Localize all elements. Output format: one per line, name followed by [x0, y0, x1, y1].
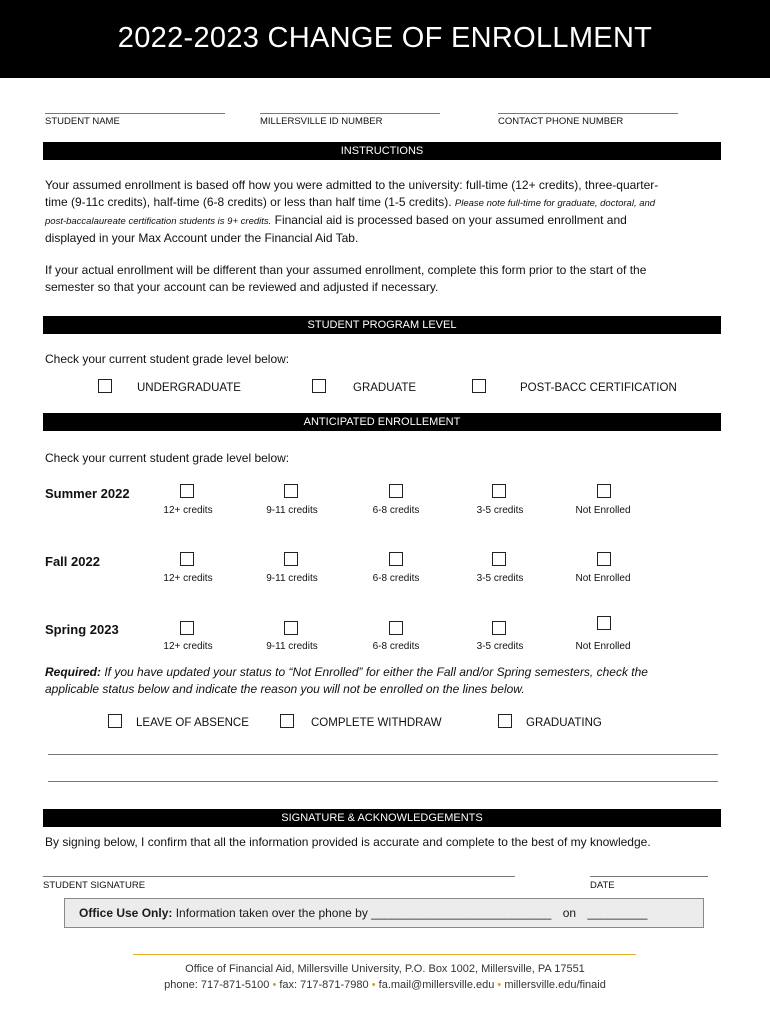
fall-9-11-checkbox[interactable] — [284, 552, 298, 566]
undergraduate-checkbox[interactable] — [98, 379, 112, 393]
student-name-line[interactable] — [45, 113, 225, 114]
footer-address: Office of Financial Aid, Millersville University, P.O. Box 1002, Millersville, PA 17551 — [185, 963, 585, 975]
anticipated-prompt: Check your current student grade level below: — [45, 451, 290, 465]
instructions-paragraph-1 — [45, 177, 725, 247]
graduate-label: GRADUATE — [353, 382, 417, 394]
student-signature-line[interactable] — [43, 876, 515, 877]
signature-statement: By signing below, I confirm that all the information provided is accurate and complete to the best of my knowledge. — [45, 835, 651, 849]
instructions-line-5: If your actual enrollment will be different than your assumed enrollment, complete this form prior to the start of the — [45, 263, 647, 277]
fall-credit-label: 6-8 credits — [372, 573, 420, 584]
summer-3-5-checkbox[interactable] — [492, 484, 506, 498]
spring-credit-label: 12+ credits — [163, 641, 213, 652]
bullet-icon: • — [371, 979, 376, 991]
office-use-date-blank[interactable]: _________ — [587, 906, 648, 920]
footer-phone: phone: 717-871-5100 — [164, 979, 270, 991]
post-bacc-checkbox[interactable] — [472, 379, 486, 393]
footer-fax: fax: 717-871-7980 — [279, 979, 369, 991]
graduate-checkbox[interactable] — [312, 379, 326, 393]
spring-3-5-checkbox[interactable] — [492, 621, 506, 635]
spring-credit-label: Not Enrolled — [575, 641, 631, 652]
spring-credit-label: 6-8 credits — [372, 641, 420, 652]
footer-web[interactable]: millersville.edu/finaid — [504, 979, 606, 991]
post-bacc-label: POST-BACC CERTIFICATION — [520, 382, 677, 394]
term-summer-2022: Summer 2022 — [45, 486, 130, 501]
complete-withdraw-label: COMPLETE WITHDRAW — [311, 717, 442, 729]
instructions-line-3 — [45, 212, 725, 230]
spring-not-enrolled-checkbox[interactable] — [597, 616, 611, 630]
footer-divider — [133, 954, 636, 955]
summer-credit-label: Not Enrolled — [575, 505, 631, 516]
instructions-line-1: Your assumed enrollment is based off how you were admitted to the university: full-time (12+ credits), three-quarter- — [45, 178, 659, 192]
reason-line-1[interactable] — [48, 754, 718, 755]
id-number-label: MILLERSVILLE ID NUMBER — [260, 116, 383, 127]
phone-label: CONTACT PHONE NUMBER — [498, 116, 624, 127]
student-name-label: STUDENT NAME — [45, 116, 120, 127]
instructions-line-6: semester so that your account can be reviewed and adjusted if necessary. — [45, 280, 439, 294]
instructions-note-2: post-baccalaureate certification students is 9+ credits. — [45, 216, 272, 227]
required-line-1 — [45, 664, 735, 681]
instructions-paragraph-2 — [45, 262, 725, 296]
instructions-line-2 — [45, 194, 725, 212]
id-number-line[interactable] — [260, 113, 440, 114]
fall-6-8-checkbox[interactable] — [389, 552, 403, 566]
instructions-header: INSTRUCTIONS — [43, 142, 721, 160]
summer-credit-label: 6-8 credits — [372, 505, 420, 516]
footer-email[interactable]: fa.mail@millersville.edu — [378, 979, 495, 991]
instructions-line-4: displayed in your Max Account under the Financial Aid Tab. — [45, 231, 359, 245]
program-level-header: STUDENT PROGRAM LEVEL — [43, 316, 721, 334]
spring-credit-label: 9-11 credits — [266, 641, 318, 652]
office-use-on: on — [562, 906, 577, 920]
instructions-text-2: Financial aid is processed based on your assumed enrollment and — [274, 213, 627, 227]
spring-12-plus-checkbox[interactable] — [180, 621, 194, 635]
date-label: DATE — [590, 880, 615, 891]
page-header — [0, 0, 770, 78]
summer-6-8-checkbox[interactable] — [389, 484, 403, 498]
fall-3-5-checkbox[interactable] — [492, 552, 506, 566]
summer-not-enrolled-checkbox[interactable] — [597, 484, 611, 498]
fall-credit-label: 9-11 credits — [266, 573, 318, 584]
summer-credit-label: 12+ credits — [163, 505, 213, 516]
bullet-icon: • — [272, 979, 277, 991]
phone-line[interactable] — [498, 113, 678, 114]
page-title: 2022-2023 CHANGE OF ENROLLMENT — [117, 22, 653, 54]
term-spring-2023: Spring 2023 — [45, 622, 119, 637]
fall-credit-label: 12+ credits — [163, 573, 213, 584]
fall-not-enrolled-checkbox[interactable] — [597, 552, 611, 566]
term-fall-2022: Fall 2022 — [45, 554, 100, 569]
instructions-note: Please note full-time for graduate, doctoral, and — [454, 198, 656, 209]
required-text: If you have updated your status to “Not Enrolled” for either the Fall and/or Spring semesters, check the — [101, 665, 648, 679]
summer-credit-label: 9-11 credits — [266, 505, 318, 516]
summer-12-plus-checkbox[interactable] — [180, 484, 194, 498]
graduating-label: GRADUATING — [526, 717, 602, 729]
date-line[interactable] — [590, 876, 708, 877]
reason-line-2[interactable] — [48, 781, 718, 782]
required-note — [45, 664, 735, 698]
summer-credit-label: 3-5 credits — [476, 505, 524, 516]
fall-credit-label: Not Enrolled — [575, 573, 631, 584]
student-signature-label: STUDENT SIGNATURE — [43, 880, 146, 891]
required-label: Required: — [45, 665, 102, 679]
summer-9-11-checkbox[interactable] — [284, 484, 298, 498]
required-line-2: applicable status below and indicate the reason you will not be enrolled on the lines below. — [45, 682, 525, 696]
anticipated-enrollment-header: ANTICIPATED ENROLLEMENT — [43, 413, 721, 431]
bullet-icon: • — [497, 979, 502, 991]
spring-credit-label: 3-5 credits — [476, 641, 524, 652]
leave-of-absence-checkbox[interactable] — [108, 714, 122, 728]
program-level-prompt: Check your current student grade level below: — [45, 352, 290, 366]
footer-contact — [0, 979, 770, 991]
leave-of-absence-label: LEAVE OF ABSENCE — [136, 717, 249, 729]
fall-credit-label: 3-5 credits — [476, 573, 524, 584]
fall-12-plus-checkbox[interactable] — [180, 552, 194, 566]
instructions-text: time (9-11c credits), half-time (6-8 credits) or less than half time (1-5 credits). — [45, 195, 452, 209]
signature-header: SIGNATURE & ACKNOWLEDGEMENTS — [43, 809, 721, 827]
spring-9-11-checkbox[interactable] — [284, 621, 298, 635]
office-use-text[interactable]: Information taken over the phone by ___________________________ — [175, 906, 552, 920]
office-use-box — [64, 898, 704, 928]
office-use-content — [79, 906, 647, 920]
spring-6-8-checkbox[interactable] — [389, 621, 403, 635]
graduating-checkbox[interactable] — [498, 714, 512, 728]
undergraduate-label: UNDERGRADUATE — [137, 382, 241, 394]
complete-withdraw-checkbox[interactable] — [280, 714, 294, 728]
office-use-label: Office Use Only: — [79, 906, 173, 920]
